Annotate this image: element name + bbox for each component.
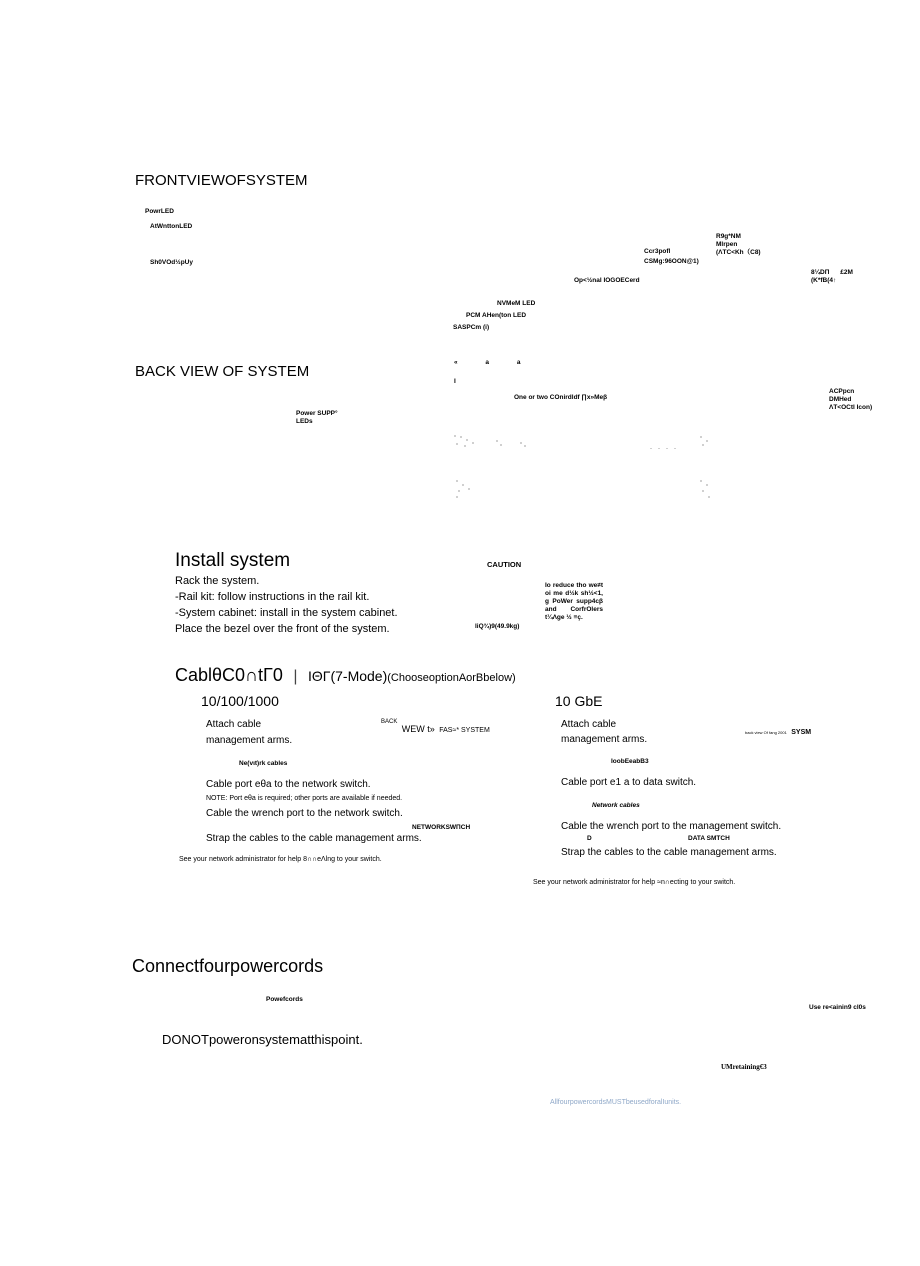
um-retaining-label: UMretaining€3 [721, 1063, 767, 1071]
option-a-back-view-label [381, 719, 490, 737]
cable-section-title [175, 665, 516, 686]
pcm-led-label: PCM AHen(ton LED [466, 312, 527, 319]
option-a-back-small: BACK [381, 719, 398, 725]
option-a-network-switch-label: NETWORKSWΠCH [412, 824, 471, 831]
power-footer-note: AllfourpowercordsMUSTbeusedforalIunits. [550, 1099, 682, 1106]
weight-label: liQ¾)9(49.9kg) [475, 623, 520, 630]
option-a-attach-line2: management arms. [206, 735, 293, 746]
option-b-back-small: back view Of fang 2001 [745, 730, 787, 735]
option-b-back-view-label [745, 721, 811, 739]
option-b-attach-line2: management arms. [561, 734, 648, 745]
back-tick: I [454, 378, 456, 385]
back-view-illustration-remnant [450, 430, 720, 505]
r9g-label-line3: (ΛTC<Kh（C8) [716, 249, 761, 256]
option-a-back-rest: FAS≈* SYSTEM [439, 727, 490, 734]
display-label: Sh0VOd½pUy [150, 259, 193, 266]
power-led-label: PowrLED [145, 208, 174, 215]
ccr-label-line1: Ccr3pofl [644, 248, 671, 255]
optional-card-label: Op<½nal IOGOECerd [574, 277, 640, 284]
caution-title: CAUTION [487, 560, 522, 569]
cable-title-choose: (ChooseoptionAorBbelow) [387, 672, 516, 684]
right-label-line2: (K*fB(4↑ [811, 277, 837, 284]
acp-label-line3: ΛT<OCtl Icon) [829, 404, 873, 411]
option-b-strap-line: Strap the cables to the cable management arms. [561, 847, 777, 858]
powercords-label: Powefcords [266, 996, 303, 1003]
option-b-wrench-line: Cable the wrench port to the management switch. [561, 821, 782, 832]
caution-text: Io reduce tho we≠t oi me d½k sh½<1, g PoWer supp4cβ and CorfrOlers t¼Λge ½ ≡ç. [545, 582, 603, 621]
psu-led-label-line2: LEDs [296, 418, 313, 425]
saspcm-label: SASPCm (i) [453, 324, 490, 331]
front-view-title: FRONTVIEWOFSYSTEM [135, 172, 308, 189]
attention-led-label: AtWnttonLED [150, 223, 193, 230]
option-a-heading: 10/100/1000 [201, 693, 279, 709]
controller-label: One or two COnirdldf ∏x»Meβ [514, 394, 608, 401]
option-a-strap-line: Strap the cables to the cable management arms. [206, 833, 422, 844]
use-retaining-clips-label: Use re<ainin9 cl0s [809, 1004, 866, 1011]
option-b-network-cables-label: Network cables [592, 802, 640, 809]
option-a-port-line: Cable port eθa to the network switch. [206, 779, 371, 790]
acp-label-line1: ACPpcn [829, 388, 855, 395]
option-a-see-admin: See your network administrator for help 8∩∩eΛlng to your switch. [179, 856, 382, 863]
option-b-heading: 10 GbE [555, 693, 603, 709]
acp-label-line2: DMHed [829, 396, 852, 403]
option-b-data-switch-label: DATA SMTCH [688, 835, 730, 842]
option-b-back-main: SYSM [791, 729, 812, 736]
option-a-attach-line1: Attach cable [206, 719, 262, 730]
option-b-port-line: Cable port e1 a to data switch. [561, 777, 697, 788]
power-title: Connectfourpowercords [132, 956, 324, 976]
option-a-back-main: WEW t» [401, 724, 435, 734]
option-b-see-admin: See your network administrator for help ≈n∩ecting to your switch. [533, 879, 736, 886]
option-a-note: NOTE: Port eθa is required; other ports are available if needed. [206, 795, 403, 802]
option-a-network-cables-label: Ne(vιt)rk cables [239, 760, 288, 767]
install-step-3: -System cabinet: install in the system cabinet. [175, 607, 398, 619]
nvmem-led-label: NVMeM LED [497, 300, 536, 307]
install-step-2: -Rail kit: follow instructions in the rail kit. [175, 591, 370, 603]
cable-title-mode: IΘΓ(7-Mode) [307, 668, 388, 684]
option-b-d-label: D [587, 835, 592, 842]
r9g-label-line2: Mlrpen [716, 241, 738, 248]
r9g-label-line1: R9g*NM [716, 233, 741, 240]
cable-title-separator: | [293, 668, 298, 685]
back-view-title: BACK VIEW OF SYSTEM [135, 363, 310, 380]
back-marks: « a a [454, 359, 521, 366]
option-a-wrench-line: Cable the wrench port to the network switch. [206, 808, 403, 819]
install-step-4: Place the bezel over the front of the system. [175, 623, 390, 635]
psu-led-label-line1: Power SUPP° [296, 410, 338, 417]
install-title: Install system [175, 550, 291, 571]
cable-title-main: CablθC0∩tΓ0 [175, 665, 283, 685]
install-step-1: Rack the system. [175, 575, 260, 587]
ccr-label-line2: CSMg:96OON@1) [644, 258, 699, 265]
right-label-line1: 8¼DΠ £2M [811, 269, 853, 276]
option-b-loob-label: IoobEeabB3 [611, 758, 649, 765]
power-warning: DONOTpoweronsystematthispoint. [162, 1032, 363, 1047]
option-b-attach-line1: Attach cable [561, 719, 617, 730]
